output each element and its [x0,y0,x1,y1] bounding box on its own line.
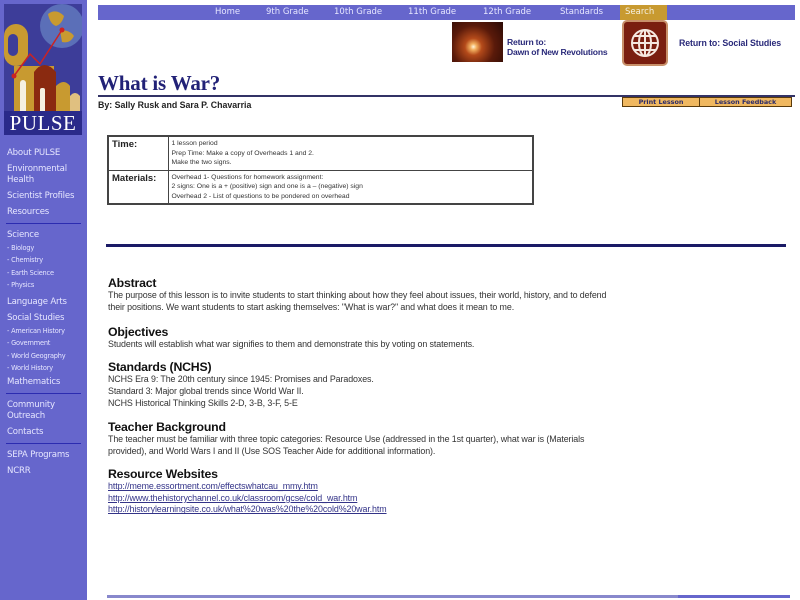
sidebar-item-environmental-health[interactable]: Environmental Health [7,164,67,185]
abstract-heading: Abstract [108,276,157,290]
section-divider [106,244,786,247]
table-row [108,136,533,170]
resource-link[interactable]: http://historylearningsite.co.uk/what%20was%20the%20cold%20war.htm [108,504,387,515]
return-to-revolutions-link[interactable] [507,38,607,57]
return-target: Dawn of New Revolutions [507,46,608,57]
sidebar-item-resources[interactable]: Resources [7,207,50,217]
sidebar-item-social-studies[interactable]: Social Studies [7,313,65,324]
time-line: 1 lesson period [171,140,218,147]
time-line: Make the two signs. [171,159,232,166]
sidebar-item-mathematics[interactable]: Mathematics [7,377,61,388]
sidebar-subitem-chemistry[interactable]: - Chemistry [7,256,44,265]
sidebar-item-about-pulse[interactable]: About PULSE [7,148,61,158]
globe-icon-button[interactable] [622,20,668,66]
logo-art-icon [4,4,82,114]
page-title: What is War? [98,71,221,95]
teacher-background-text: The teacher must be familiar with three topic categories: Resource Use (addressed in the 1st quarter), what war is (Materials provided), and World Wars I and II (Use SOS Teacher Aide for additional information). [108,433,585,456]
lesson-content [108,276,608,524]
pulse-logo[interactable] [4,4,82,135]
lesson-actions [622,97,792,107]
teacher-background-heading: Teacher Background [108,419,226,434]
abstract-text: The purpose of this lesson is to invite students to start thinking about how they feel about issues, their world, history, and to defend their positions. We want students to start asking themselves: "What is war?" and what does it mean to me. [108,290,607,312]
standards-line: Standard 3: Major global trends since World War II. [108,386,304,397]
resource-websites-section [108,467,608,516]
lesson-info-table [107,135,534,205]
materials-value [168,170,533,204]
footer-divider-accent [678,595,790,598]
lesson-feedback-button[interactable]: Lesson Feedback [700,97,792,107]
sidebar-item-community-outreach[interactable]: Community Outreach [7,400,55,422]
standards-heading: Standards (NCHS) [108,360,212,375]
sidebar-item-contacts[interactable]: Contacts [7,427,44,438]
print-lesson-button[interactable]: Print Lesson [622,97,700,107]
standards-line: NCHS Era 9: The 20th century since 1945: Promises and Paradoxes. [108,374,374,385]
materials-line: Overhead 2 - List of questions to be pondered on overhead [171,192,350,200]
author-byline: By: Sally Rusk and Sara P. Chavarria [98,100,252,110]
nav-9th-grade[interactable]: 9th Grade [266,7,309,17]
nav-12th-grade[interactable]: 12th Grade [483,7,532,17]
objectives-text: Students will establish what war signifies to them and demonstrate this by voting on statements. [108,338,475,349]
sidebar [0,0,87,600]
sidebar-subitem-physics[interactable]: - Physics [7,280,35,289]
logo-text: PULSE [4,111,82,135]
sidebar-divider [6,393,81,394]
resource-link[interactable]: http://meme.essortment.com/effectswhatcau_mmy.htm [108,481,318,492]
resource-link[interactable]: http://www.thehistorychannel.co.uk/classroom/gcse/cold_war.htm [108,492,358,503]
revolutions-thumbnail[interactable] [452,22,503,62]
sidebar-nav [7,148,85,482]
sidebar-subitem-earth-science[interactable]: - Earth Science [7,268,54,277]
resource-websites-heading: Resource Websites [108,467,218,482]
standards-section [108,360,608,409]
footer-divider [107,595,790,598]
return-label: Return to: [507,37,547,47]
nav-10th-grade[interactable]: 10th Grade [334,7,383,17]
time-line: Prep Time: Make a copy of Overheads 1 and 2. [171,149,314,157]
sidebar-divider [6,223,81,224]
sidebar-item-science[interactable]: Science [7,230,39,240]
sidebar-subitem-world-geography[interactable]: - World Geography [7,351,66,360]
sidebar-item-ncrr[interactable]: NCRR [7,466,31,477]
teacher-background-section [108,420,608,458]
sidebar-subitem-government[interactable]: - Government [7,339,51,348]
nav-home[interactable]: Home [215,7,241,17]
abstract-section [108,276,608,314]
materials-line: 2 signs: One is a + (positive) sign and one is a – (negative) sign [171,183,363,190]
standards-line: NCHS Historical Thinking Skills 2-D, 3-B, 3-F, 5-E [108,397,298,408]
top-nav [98,5,795,20]
nav-search[interactable]: Search [620,5,667,20]
materials-label: Materials: [108,170,168,204]
sidebar-subitem-world-history[interactable]: - World History [7,364,53,373]
sidebar-subitem-american-history[interactable]: - American History [7,327,65,336]
nav-11th-grade[interactable]: 11th Grade [408,7,457,17]
globe-icon [629,27,661,59]
time-value [168,136,533,170]
sidebar-item-sepa-programs[interactable]: SEPA Programs [7,450,70,461]
objectives-section [108,325,608,351]
sidebar-divider [6,443,81,444]
sidebar-item-language-arts[interactable]: Language Arts [7,297,67,308]
nav-standards[interactable]: Standards [560,7,604,17]
materials-line: Overhead 1- Questions for homework assignment: [171,173,324,181]
table-row [108,170,533,204]
sidebar-subitem-biology[interactable]: - Biology [7,244,35,252]
return-to-social-studies-link[interactable]: Return to: Social Studies [679,38,782,48]
objectives-heading: Objectives [108,324,169,339]
time-label: Time: [108,136,168,170]
sidebar-item-scientist-profiles[interactable]: Scientist Profiles [7,191,75,201]
